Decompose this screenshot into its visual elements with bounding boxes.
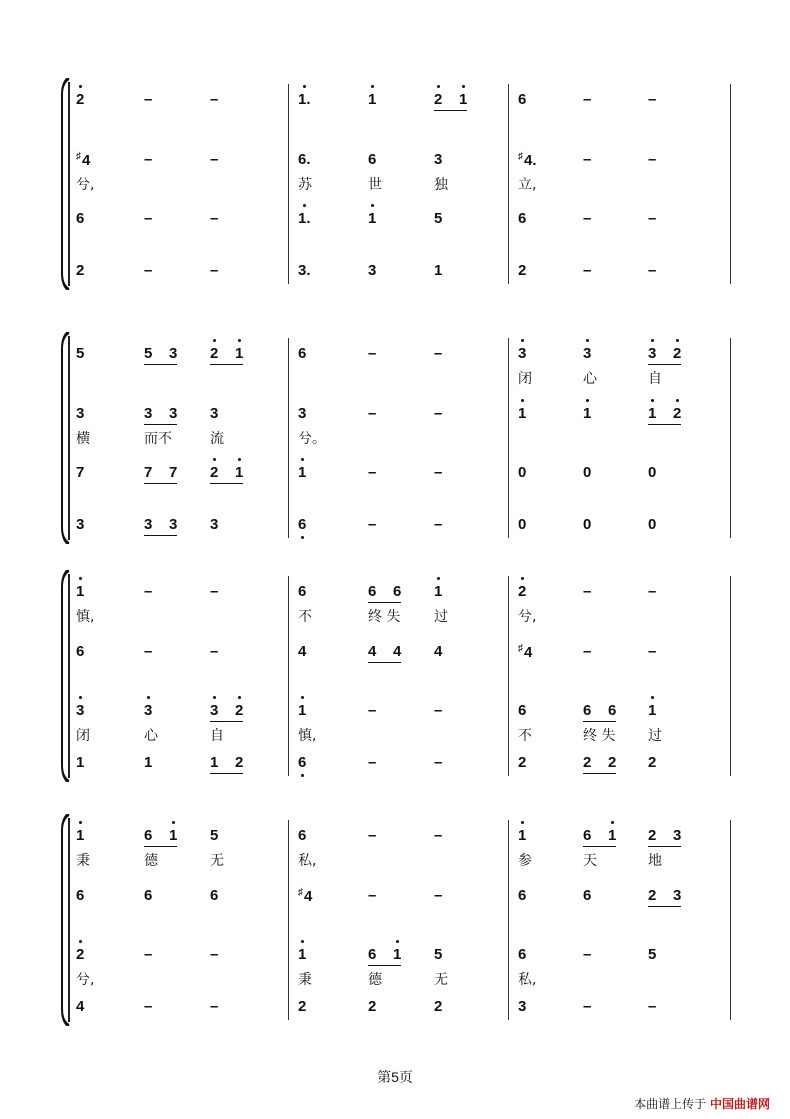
barline <box>288 338 289 538</box>
note: 0 <box>583 464 592 481</box>
note: 6 <box>298 583 307 600</box>
barline <box>288 576 289 776</box>
note: – <box>210 998 219 1015</box>
note: 6 <box>518 946 527 963</box>
lyric: 终 失 <box>583 728 616 744</box>
note: 3 <box>76 516 85 533</box>
lyric: 慎, <box>298 728 317 744</box>
lyric: 自 <box>648 371 662 387</box>
note: 1 <box>434 583 443 600</box>
note: 2 3 <box>648 888 681 903</box>
note: – <box>144 643 153 660</box>
note: 5 3 <box>144 346 177 361</box>
score-system <box>58 78 738 290</box>
note: – <box>583 91 592 108</box>
lyric: 不 <box>298 609 312 625</box>
note: 1 <box>298 702 307 719</box>
lyric: 参 <box>518 853 532 869</box>
note: 6 6 <box>583 703 616 718</box>
note: 2 <box>518 754 527 771</box>
note: 2 1 <box>210 465 243 480</box>
note: 3 3 <box>144 406 177 421</box>
lyric: 而不 <box>144 431 172 447</box>
note: – <box>210 91 219 108</box>
site-logo: 中国曲谱网 <box>709 1097 770 1111</box>
note: 0 <box>518 516 527 533</box>
lyric: 横 <box>76 431 90 447</box>
note: 4 <box>434 643 443 660</box>
note: 5 <box>434 946 443 963</box>
lyric: 过 <box>434 609 448 625</box>
note: 6 <box>518 210 527 227</box>
lyric: 私, <box>518 972 537 988</box>
barline <box>730 576 731 776</box>
lyric: 德 <box>368 972 382 988</box>
note: – <box>583 643 592 660</box>
note: 6 <box>518 91 527 108</box>
note: – <box>434 702 443 719</box>
barline <box>508 576 509 776</box>
note: – <box>368 516 377 533</box>
note: 6 <box>76 643 85 660</box>
note: 5 <box>648 946 657 963</box>
score-system <box>58 570 738 782</box>
note: – <box>210 946 219 963</box>
note: – <box>648 151 657 168</box>
note: – <box>648 643 657 660</box>
note: 3. <box>298 262 311 279</box>
note: – <box>434 405 443 422</box>
note: 3 <box>368 262 377 279</box>
note: 1 <box>583 405 592 422</box>
lyric: 世 <box>368 177 382 193</box>
note: 6 <box>518 702 527 719</box>
note: – <box>434 754 443 771</box>
note: 4 <box>298 643 307 660</box>
barline <box>288 820 289 1020</box>
note: 3 3 <box>144 517 177 532</box>
note: 5 <box>210 827 219 844</box>
barline <box>508 820 509 1020</box>
lyric: 立, <box>518 177 537 193</box>
note: 2 <box>298 998 307 1015</box>
lyric: 兮, <box>518 609 537 625</box>
note: 6 6 <box>368 584 401 599</box>
note: 1 <box>368 91 377 108</box>
note: 2 <box>76 91 85 108</box>
note: 6 <box>368 151 377 168</box>
lyric: 地 <box>648 853 662 869</box>
note: 2 <box>518 262 527 279</box>
lyric: 天 <box>583 853 597 869</box>
note: 2 <box>434 998 443 1015</box>
note: – <box>583 262 592 279</box>
note: 5 <box>434 210 443 227</box>
barline <box>730 820 731 1020</box>
note: 6 1 <box>583 828 616 843</box>
system-start-line <box>68 818 70 1022</box>
lyric: 心 <box>144 728 158 744</box>
credit-text: 本曲谱上传于 <box>634 1097 707 1111</box>
barline <box>508 338 509 538</box>
note: 2 1 <box>210 346 243 361</box>
note: 1 <box>648 702 657 719</box>
lyric: 过 <box>648 728 662 744</box>
note: 6 <box>76 210 85 227</box>
note: 1 <box>76 583 85 600</box>
note: 2 <box>648 754 657 771</box>
note: 1 <box>434 262 443 279</box>
note: 3 <box>518 998 527 1015</box>
note: 1 <box>144 754 153 771</box>
system-start-line <box>68 336 70 540</box>
lyric: 苏 <box>298 177 312 193</box>
score-system <box>58 332 738 544</box>
note: – <box>648 210 657 227</box>
note: – <box>368 827 377 844</box>
note: 3 <box>210 516 219 533</box>
lyric: 兮, <box>76 177 95 193</box>
note: 1 <box>518 827 527 844</box>
lyric: 闭 <box>76 728 90 744</box>
note: 0 <box>648 516 657 533</box>
note: – <box>144 262 153 279</box>
system-start-line <box>68 82 70 286</box>
note: 3 2 <box>648 346 681 361</box>
note: – <box>144 998 153 1015</box>
note: – <box>210 210 219 227</box>
note: – <box>434 827 443 844</box>
lyric: 不 <box>518 728 532 744</box>
note: 3 <box>76 702 85 719</box>
note: 4 4 <box>368 644 401 659</box>
note: 6 1 <box>368 947 401 962</box>
note: 1. <box>298 91 311 108</box>
note: 1. <box>298 210 311 227</box>
note: 3 <box>298 405 307 422</box>
note: 3 <box>76 405 85 422</box>
note: – <box>434 345 443 362</box>
note: – <box>434 887 443 904</box>
note: 6 1 <box>144 828 177 843</box>
note: 2 1 <box>434 92 467 107</box>
note: 3 <box>518 345 527 362</box>
lyric: 无 <box>210 853 224 869</box>
page-number: 第5页 <box>377 1069 413 1085</box>
note: 3 <box>144 702 153 719</box>
note: 0 <box>648 464 657 481</box>
note: 1 <box>368 210 377 227</box>
note: 6 <box>144 887 153 904</box>
note: – <box>648 583 657 600</box>
lyric: 兮。 <box>298 431 326 447</box>
note: 0 <box>583 516 592 533</box>
note: – <box>144 210 153 227</box>
note: 3 <box>210 405 219 422</box>
barline <box>508 84 509 284</box>
score-system <box>58 814 738 1026</box>
note: – <box>368 702 377 719</box>
note: 6 <box>298 345 307 362</box>
note: 1 <box>518 405 527 422</box>
note: – <box>144 583 153 600</box>
note: – <box>583 151 592 168</box>
note: 3 <box>583 345 592 362</box>
note: 0 <box>518 464 527 481</box>
note: 6 <box>210 887 219 904</box>
note: – <box>210 643 219 660</box>
note: 1 2 <box>210 755 243 770</box>
note: 5 <box>76 345 85 362</box>
lyric: 兮, <box>76 972 95 988</box>
note: 1 2 <box>648 406 681 421</box>
note: 6 <box>298 827 307 844</box>
system-start-line <box>68 574 70 778</box>
note: ♯4 <box>518 643 533 661</box>
lyric: 独 <box>434 177 448 193</box>
note: – <box>583 946 592 963</box>
note: – <box>434 516 443 533</box>
note: ♯4 <box>76 151 91 169</box>
note: – <box>368 345 377 362</box>
lyric: 闭 <box>518 371 532 387</box>
note: 1 <box>298 946 307 963</box>
note: – <box>210 262 219 279</box>
note: 2 <box>76 946 85 963</box>
note: – <box>210 583 219 600</box>
note: – <box>583 998 592 1015</box>
lyric: 无 <box>434 972 448 988</box>
note: 2 3 <box>648 828 681 843</box>
lyric: 慎, <box>76 609 95 625</box>
note: – <box>648 262 657 279</box>
note: 4 <box>76 998 85 1015</box>
barline <box>730 338 731 538</box>
note: 3 2 <box>210 703 243 718</box>
note: 6 <box>298 516 307 533</box>
lyric: 终 失 <box>368 609 401 625</box>
note: – <box>210 151 219 168</box>
note: 6. <box>298 151 311 168</box>
note: – <box>144 91 153 108</box>
note: 2 <box>76 262 85 279</box>
note: 1 <box>76 827 85 844</box>
note: – <box>368 405 377 422</box>
lyric: 德 <box>144 853 158 869</box>
lyric: 私, <box>298 853 317 869</box>
note: – <box>368 464 377 481</box>
lyric: 自 <box>210 728 224 744</box>
lyric: 心 <box>583 371 597 387</box>
note: ♯4 <box>298 887 313 905</box>
note: 1 <box>298 464 307 481</box>
note: – <box>583 210 592 227</box>
note: 3 <box>434 151 443 168</box>
note: – <box>648 998 657 1015</box>
note: 2 <box>518 583 527 600</box>
barline <box>288 84 289 284</box>
note: 1 <box>76 754 85 771</box>
note: – <box>368 754 377 771</box>
barline <box>730 84 731 284</box>
note: – <box>648 91 657 108</box>
note: 7 7 <box>144 465 177 480</box>
note: 7 <box>76 464 85 481</box>
source-credit <box>634 1095 770 1112</box>
note: – <box>583 583 592 600</box>
note: – <box>144 151 153 168</box>
lyric: 流 <box>210 431 224 447</box>
note: 6 <box>76 887 85 904</box>
note: – <box>368 887 377 904</box>
lyric: 秉 <box>76 853 90 869</box>
note: 6 <box>298 754 307 771</box>
note: 2 2 <box>583 755 616 770</box>
note: ♯4. <box>518 151 537 169</box>
note: 6 <box>518 887 527 904</box>
note: 6 <box>583 887 592 904</box>
note: 2 <box>368 998 377 1015</box>
lyric: 秉 <box>298 972 312 988</box>
note: – <box>144 946 153 963</box>
note: – <box>434 464 443 481</box>
